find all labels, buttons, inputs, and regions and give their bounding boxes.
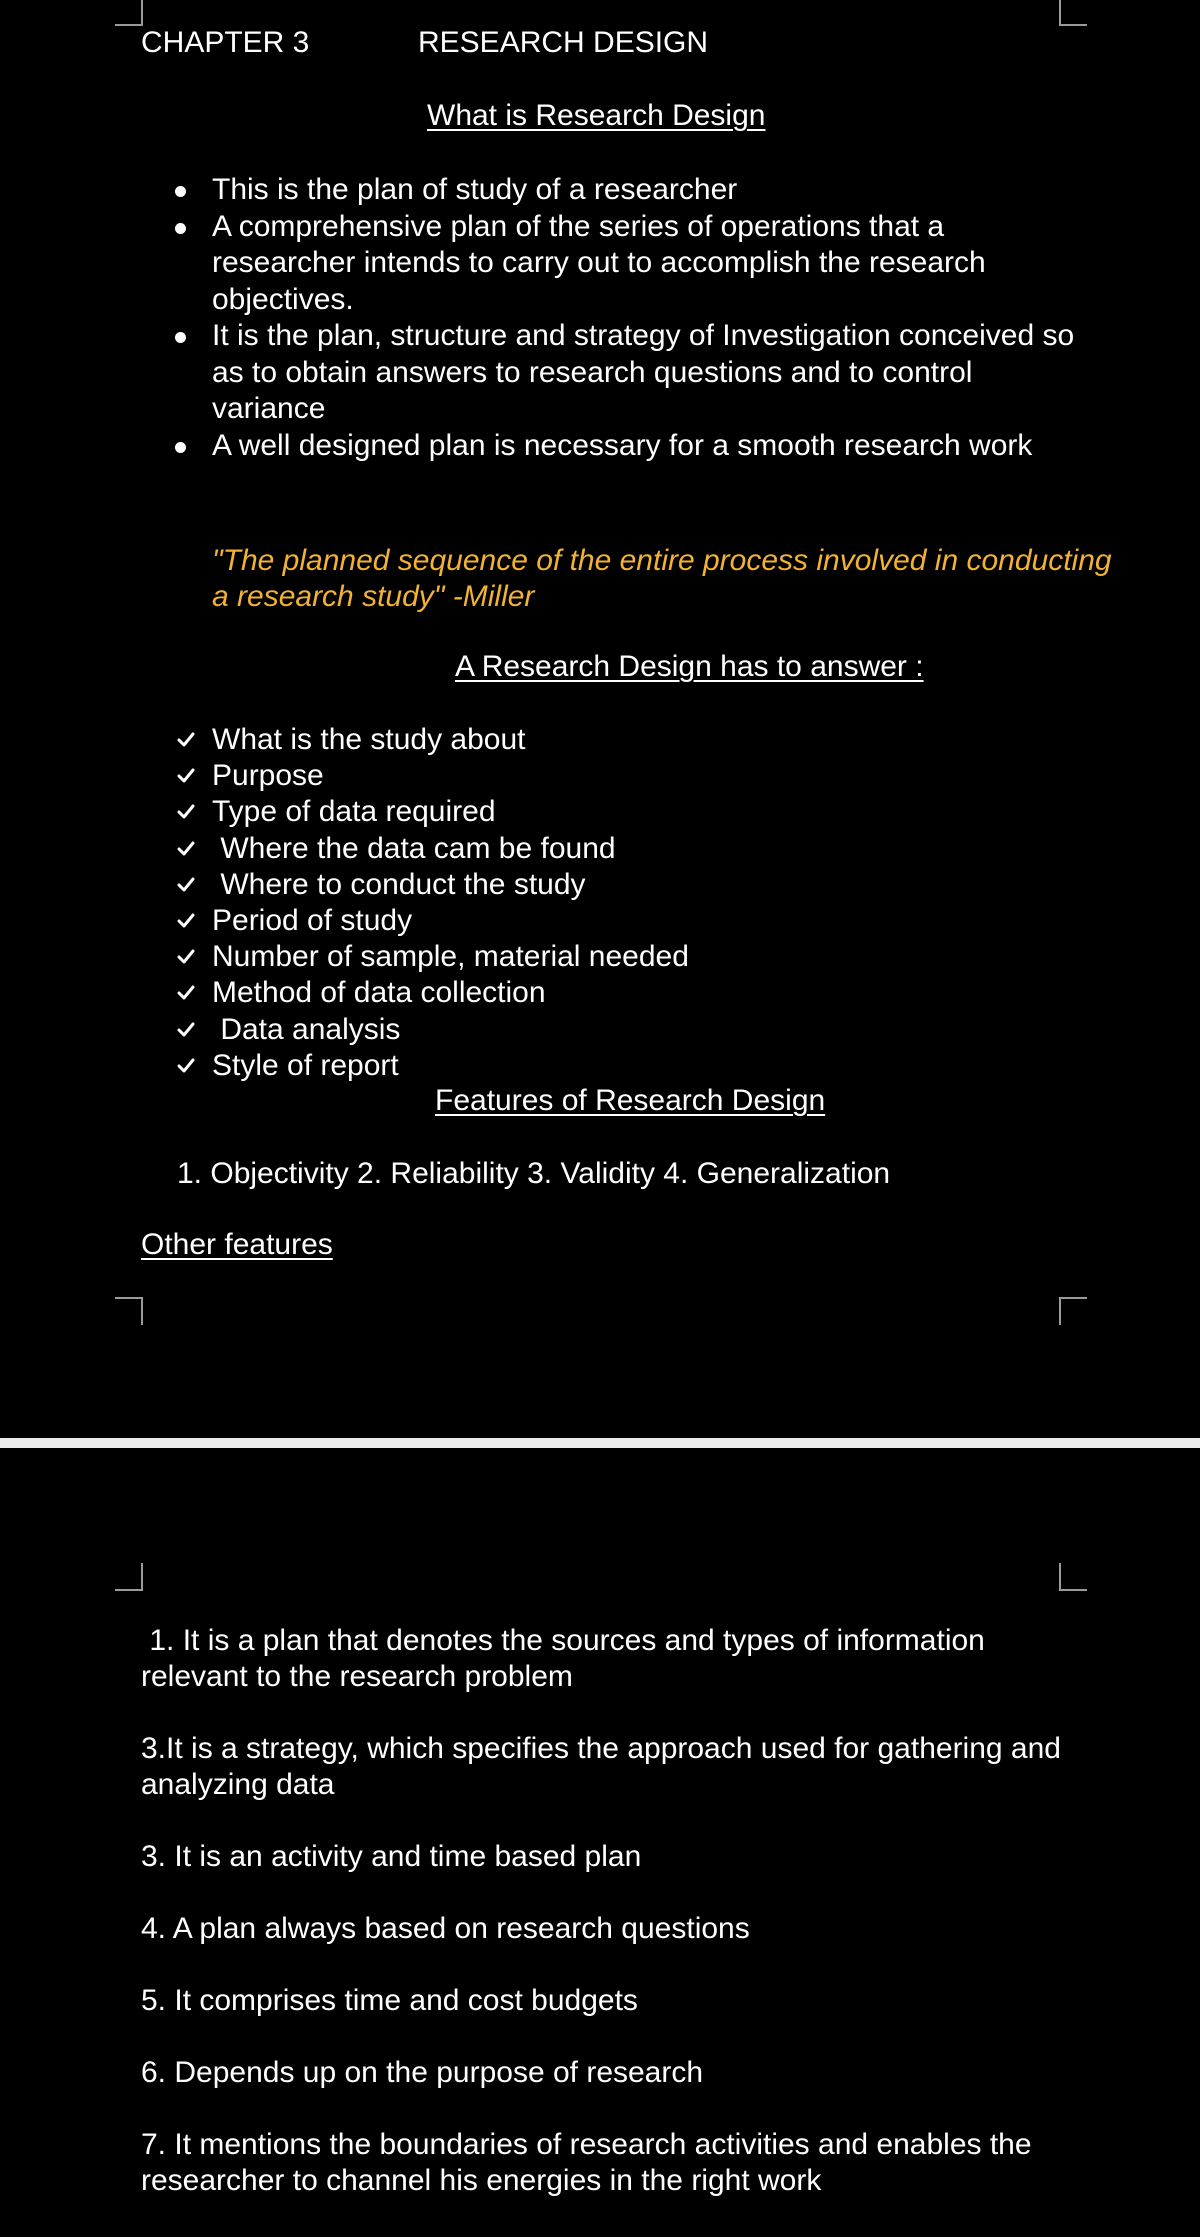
checkmark-icon [177,913,195,928]
bullet-item: A comprehensive plan of the series of operations that a researcher intends to carry out to accomplish the research objectives. [175,209,1075,319]
checkmark-icon [177,985,195,1000]
checkmark-icon [177,1022,195,1037]
heading-features-of-research-design: Features of Research Design [435,1084,826,1117]
bullet-dot-icon [175,442,186,453]
chapter-title: RESEARCH DESIGN [418,26,709,59]
bullet-dot-icon [175,186,186,197]
margin-corner-mark [115,1297,143,1325]
margin-corner-mark [1059,1297,1087,1325]
bullet-item: A well designed plan is necessary for a smooth research work [175,428,1075,465]
checklist-item: Method of data collection [175,975,689,1011]
page-separator [0,1438,1200,1448]
document-page-2 [0,1448,1200,2237]
checklist-item: Period of study [175,903,689,939]
features-list: 1. Objectivity 2. Reliability 3. Validity 4. Generalization [177,1157,891,1190]
checklist-item: Type of data required [175,794,689,830]
checklist-item: Purpose [175,758,689,794]
margin-corner-mark [1059,1563,1087,1591]
checklist-item: Number of sample, material needed [175,939,689,975]
heading-research-design-answer: A Research Design has to answer : [455,650,924,683]
margin-corner-mark [1059,0,1087,26]
checkmark-icon [177,877,195,892]
checkmark-icon [177,732,195,747]
checklist-item: Style of report [175,1048,689,1084]
checkmark-icon [177,768,195,783]
feature-item: 6. Depends up on the purpose of research [141,2056,704,2089]
margin-corner-mark [115,0,143,26]
bullet-dot-icon [175,332,186,343]
checkmark-icon [177,1058,195,1073]
bullet-item: This is the plan of study of a researcher [175,172,1075,209]
definition-bullet-list [175,172,1075,464]
checklist-item: Where to conduct the study [175,867,689,903]
checkmark-icon [177,841,195,856]
checklist-item: Data analysis [175,1012,689,1048]
feature-item: 4. A plan always based on research questions [141,1912,750,1945]
feature-item: 3.It is a strategy, which specifies the approach used for gathering and analyzing data [141,1732,1061,1801]
checklist [175,722,689,1084]
feature-item: 7. It mentions the boundaries of research activities and enables the researcher to channel his energies in the right work [141,2128,1032,2197]
checkmark-icon [177,949,195,964]
checklist-item: Where the data cam be found [175,831,689,867]
feature-item: 5. It comprises time and cost budgets [141,1984,638,2017]
bullet-dot-icon [175,223,186,234]
checkmark-icon [177,804,195,819]
margin-corner-mark [115,1563,143,1591]
checklist-item: What is the study about [175,722,689,758]
bullet-item: It is the plan, structure and strategy of Investigation conceived so as to obtain answers to research questions and to control variance [175,318,1075,428]
heading-what-is-research-design: What is Research Design [427,99,766,132]
chapter-label: CHAPTER 3 [141,26,310,59]
miller-quote: "The planned sequence of the entire process involved in conducting a research study" -Miller [212,544,1112,613]
feature-item: 1. It is a plan that denotes the sources and types of information relevant to the research problem [141,1624,994,1693]
heading-other-features: Other features [141,1228,333,1261]
feature-item: 3. It is an activity and time based plan [141,1840,642,1873]
